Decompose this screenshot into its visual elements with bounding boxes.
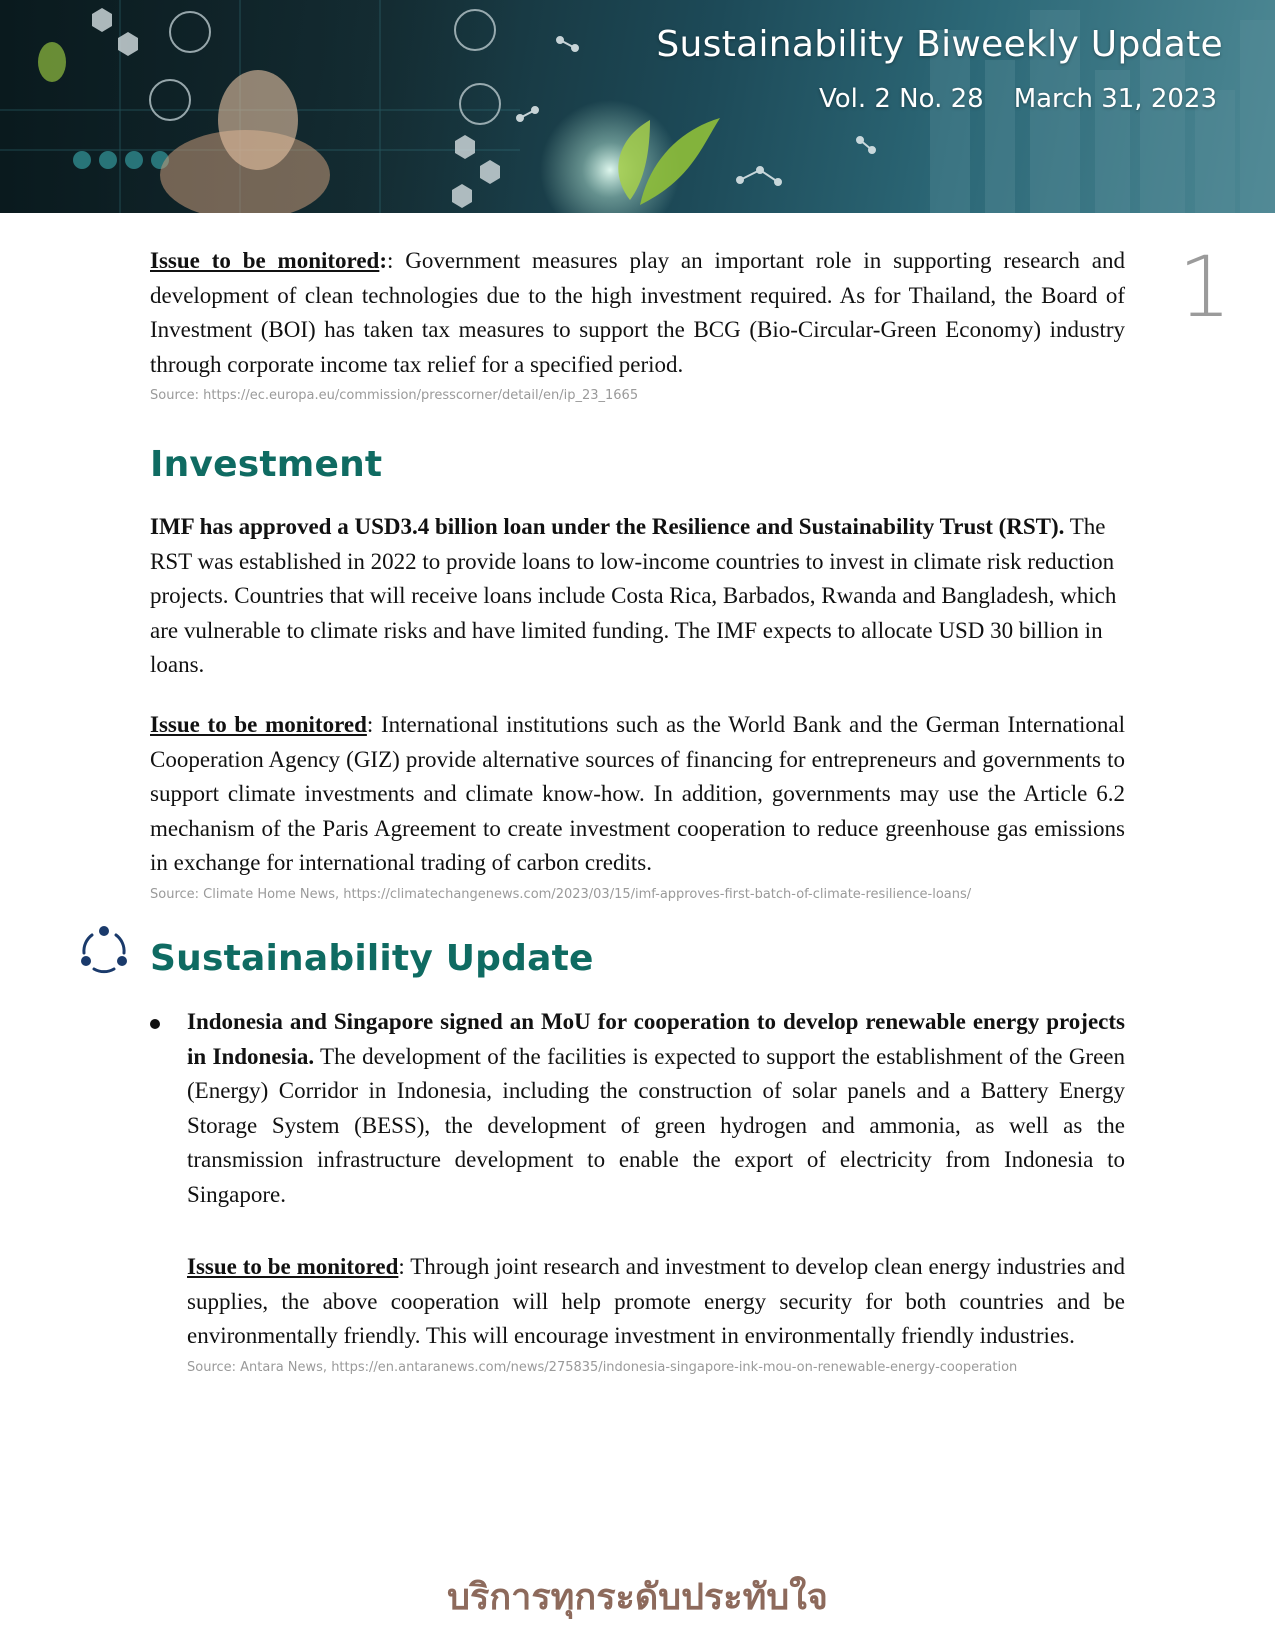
sustainability-issue <box>150 1250 1125 1375</box>
source-note: Source: Climate Home News, https://climatechangenews.com/2023/03/15/imf-approves-first-batch-of-climate-resilience-loans/ <box>150 886 972 902</box>
header-banner <box>0 0 1275 213</box>
intro-issue-paragraph: Issue to be monitored:: Government measures play an important role in supporting research and development of clean technologies due to the high investment required. As for Thailand, the Board of Investment (BOI) has taken tax measures to support the BCG (Bio-Circular-Green Economy) industry through corporate income tax relief for a specified period. <box>150 248 1125 377</box>
lead-text: The RST was established in 2022 to provide loans to low-income countries to invest in climate risk reduction projects. Countries that will receive loans include Costa Rica, Barbados, Rwanda and Bangladesh, which are vulnerable to climate risks and have limited funding. The IMF expects to allocate USD 30 billion in loans. <box>150 514 1117 677</box>
recycle-cycle-icon <box>78 925 130 977</box>
investment-issue <box>150 708 1125 902</box>
issue-date: March 31, 2023 <box>1013 84 1217 114</box>
investment-lead <box>150 510 1125 683</box>
investment-lead-paragraph <box>150 510 1125 683</box>
bullet-content <box>187 1005 1125 1212</box>
bullet-paragraph <box>187 1005 1125 1212</box>
source-note: Source: https://ec.europa.eu/commission/presscorner/detail/en/ip_23_1665 <box>150 388 639 403</box>
issue-label: Issue to be monitored <box>150 712 367 737</box>
sustainability-bullet <box>150 1005 1125 1212</box>
newsletter-title: Sustainability Biweekly Update <box>656 24 1223 65</box>
issue-info <box>819 84 1217 114</box>
issue-label: Issue to be monitored <box>150 248 380 273</box>
issue-label: Issue to be monitored <box>187 1254 399 1279</box>
investment-issue-paragraph <box>150 708 1125 881</box>
intro-section <box>150 244 1125 403</box>
bullet-headline: Indonesia and Singapore signed an MoU for cooperation to develop renewable energy projects in Indonesia. <box>187 1009 1125 1069</box>
investment-heading: Investment <box>150 444 383 485</box>
bullet-text: The development of the facilities is expected to support the establishment of the Green (Energy) Corridor in Indonesia, including the construction of solar panels and a Battery Energy Storage System (BESS), the development of green hydrogen and ammonia, as well as the transmission infrastructure development to enable the export of electricity from Indonesia to Singapore. <box>187 1043 1125 1207</box>
sustainability-heading: Sustainability Update <box>150 938 594 979</box>
issue-text: : International institutions such as the World Bank and the German International Cooperation Agency (GIZ) provide alternative sources of financing for entrepreneurs and governments to support climate investments and climate know-how. In addition, governments may use the Article 6.2 mechanism of the Paris Agreement to create investment cooperation to reduce greenhouse gas emissions in exchange for international trading of carbon credits. <box>150 712 1125 875</box>
issue-text: : Government measures play an important role in supporting research and development of clean technologies due to the high investment required. As for Thailand, the Board of Investment (BOI) has taken tax measures to support the BCG (Bio-Circular-Green Economy) industry through corporate income tax relief for a specified period. <box>150 248 1125 377</box>
footer-slogan: บริการทุกระดับประทับใจ <box>447 1577 828 1618</box>
volume-number: Vol. 2 No. 28 <box>818 84 984 114</box>
page-number: 1 <box>1178 238 1232 336</box>
sustainability-issue-paragraph <box>187 1250 1125 1354</box>
source-note: Source: Antara News, https://en.antaranews.com/news/275835/indonesia-singapore-ink-mou-on-renewable-energy-cooperation <box>187 1359 1018 1375</box>
issue-text: : Through joint research and investment to develop clean energy industries and supplies, the above cooperation will help promote energy security for both countries and be environmentally friendly. This will encourage investment in environmentally friendly industries. <box>187 1254 1125 1348</box>
bullet-dot <box>150 1019 160 1029</box>
lead-headline: IMF has approved a USD3.4 billion loan under the Resilience and Sustainability Trust (RST). <box>150 514 1065 539</box>
investment-section <box>150 444 1125 485</box>
sustainability-issue-content <box>187 1250 1125 1375</box>
sustainability-section <box>150 938 1125 979</box>
